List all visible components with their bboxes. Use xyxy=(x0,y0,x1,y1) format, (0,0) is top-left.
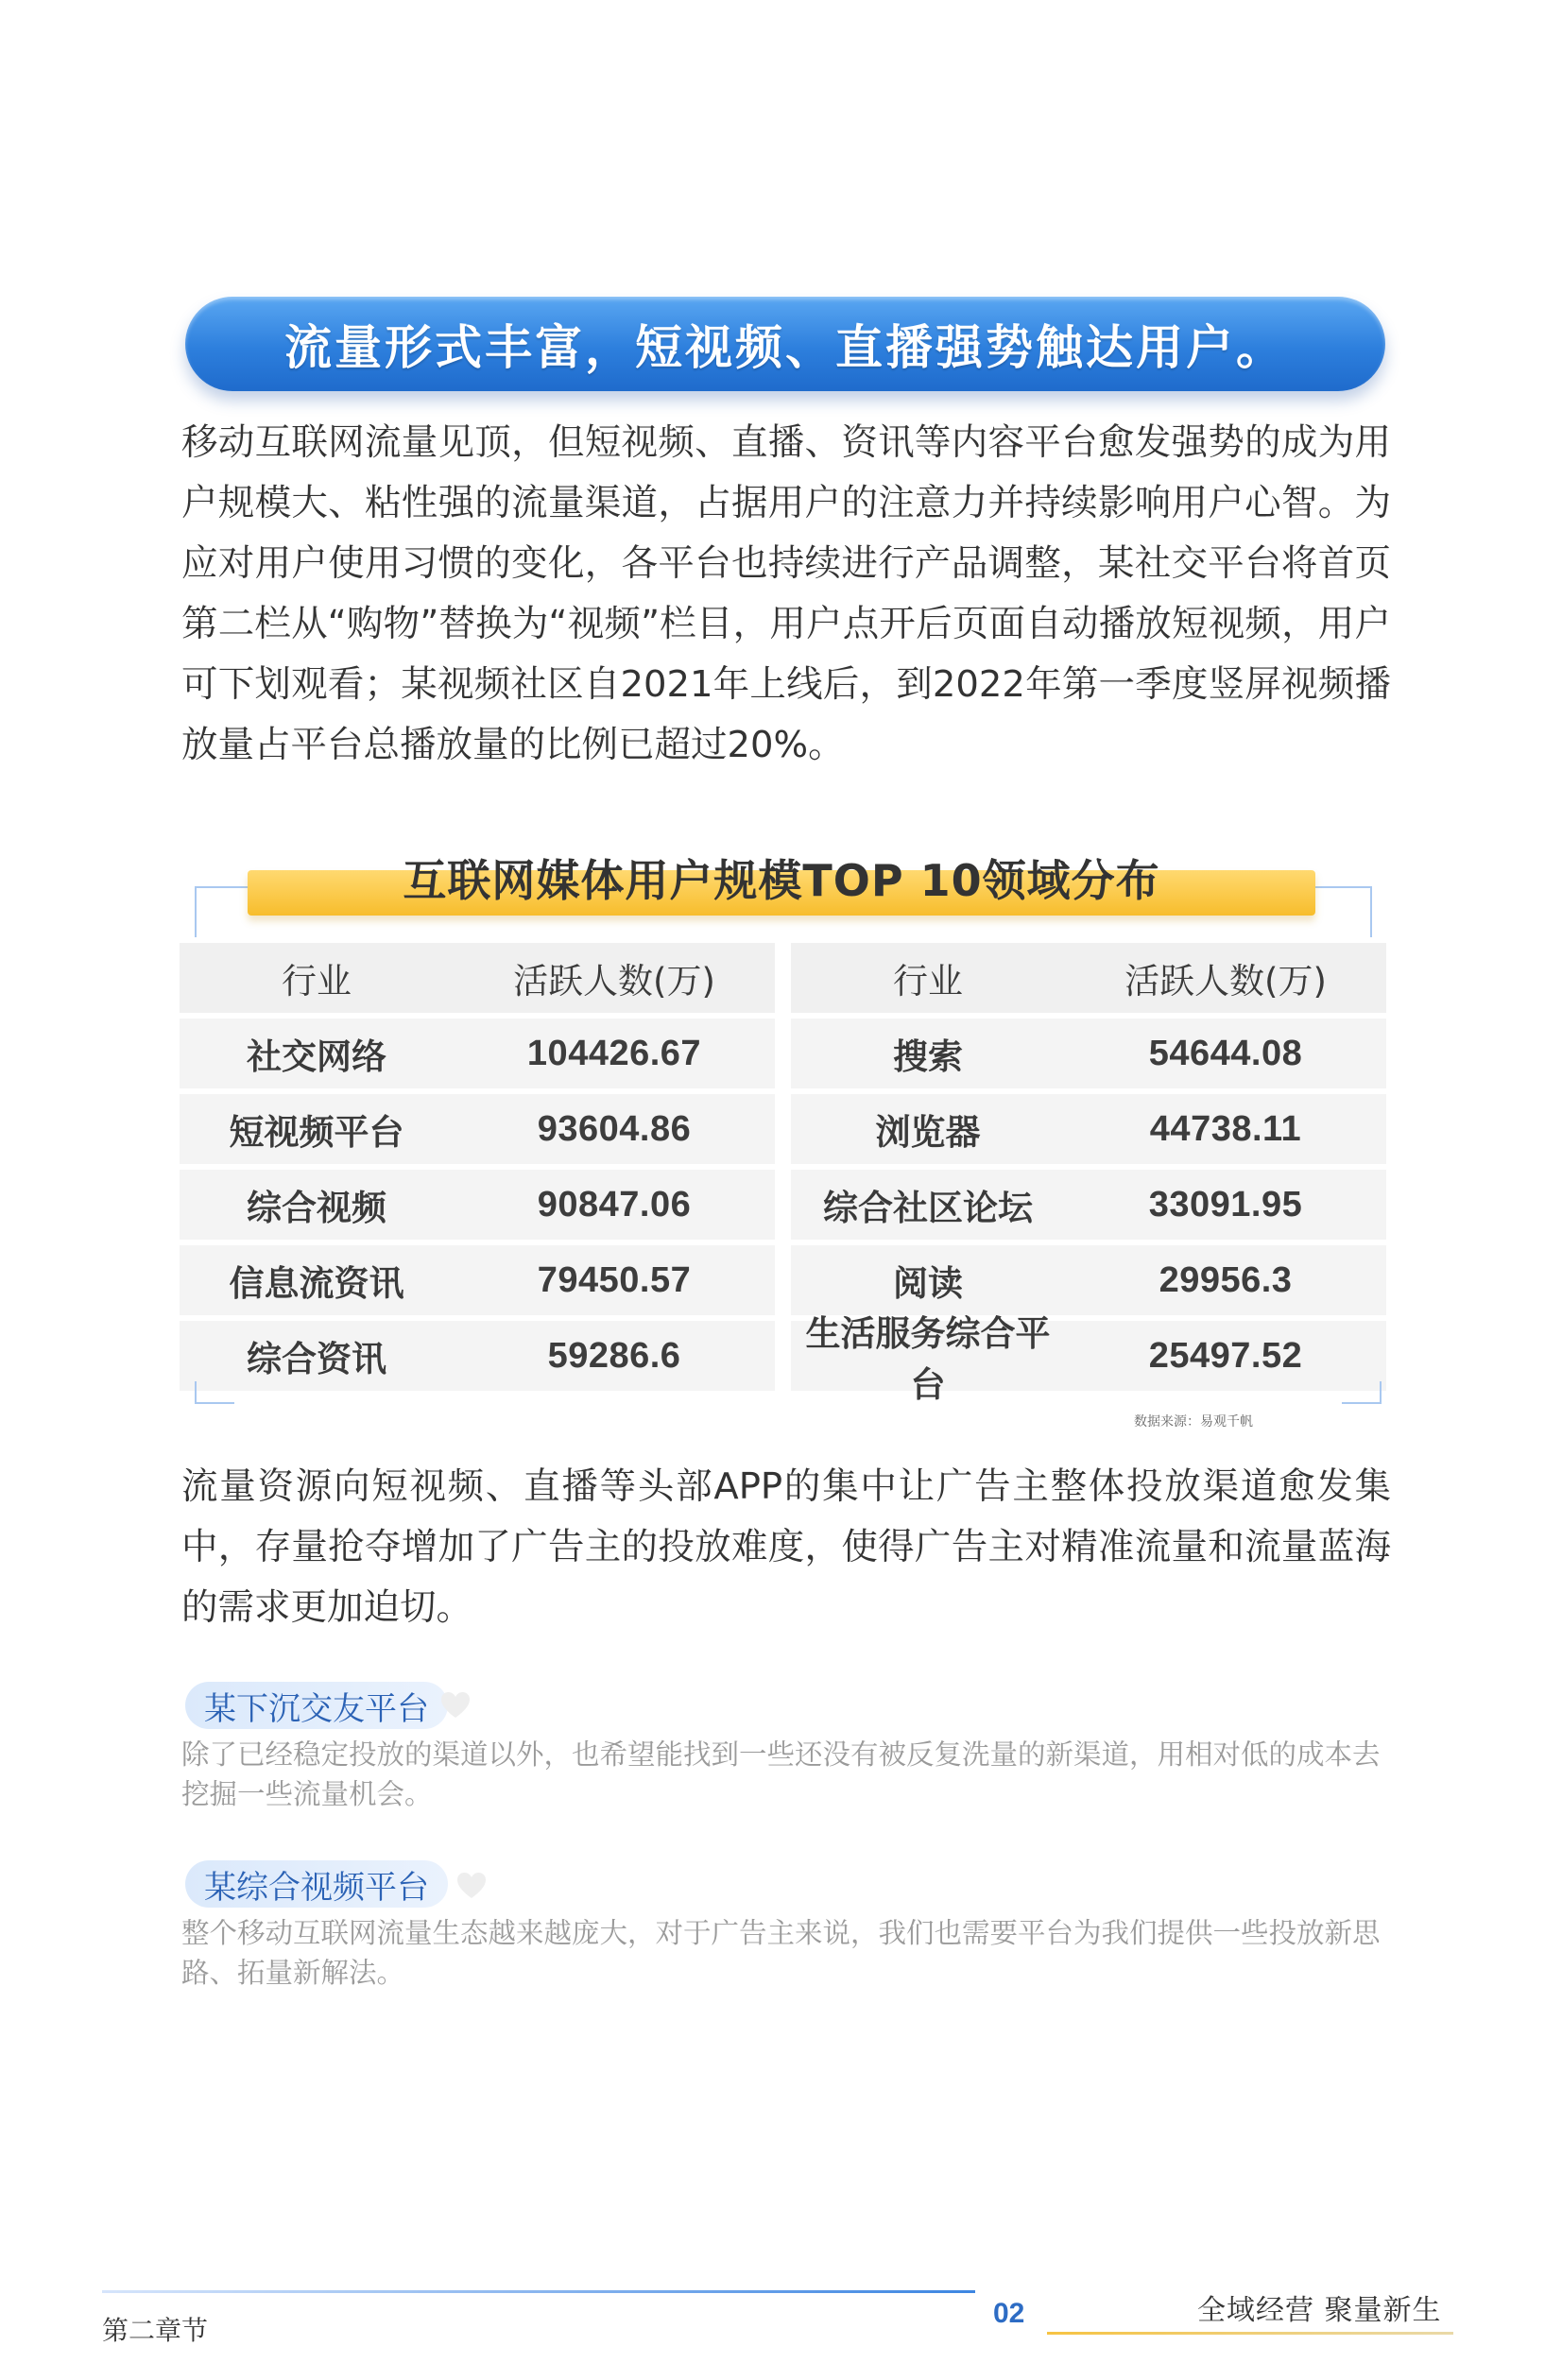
heart-icon xyxy=(439,1689,472,1721)
table-frame-bottom-left xyxy=(195,1381,234,1404)
table-frame-left xyxy=(195,886,253,937)
page-number: 02 xyxy=(993,2298,1025,2329)
users-cell: 90847.06 xyxy=(537,1184,692,1224)
users-cell: 54644.08 xyxy=(1148,1033,1303,1073)
table-title: 互联网媒体用户规模TOP 10领域分布 xyxy=(403,855,1160,906)
heart-icon xyxy=(455,1870,488,1902)
header-users: 活跃人数(万) xyxy=(513,961,715,1002)
table-row xyxy=(180,1094,775,1164)
header-industry: 行业 xyxy=(282,961,352,1002)
table-row xyxy=(180,1170,775,1240)
footer-divider-right xyxy=(1047,2332,1453,2335)
users-cell: 104426.67 xyxy=(526,1033,702,1073)
testimonial-text: 除了已经稳定投放的渠道以外，也希望能找到一些还没有被反复洗量的新渠道，用相对低的成本去挖掘一些流量机会。 xyxy=(181,1738,1381,1810)
users-cell: 59286.6 xyxy=(547,1335,681,1376)
industry-cell: 搜索 xyxy=(893,1036,963,1077)
industry-cell: 综合视频 xyxy=(247,1188,386,1228)
table-frame-right xyxy=(1313,886,1372,937)
industry-cell: 综合社区论坛 xyxy=(823,1188,1033,1228)
section-banner xyxy=(185,297,1385,391)
table-right xyxy=(791,943,1386,1405)
testimonial-tag xyxy=(185,1682,448,1729)
table-left xyxy=(180,943,775,1396)
body-paragraph: 流量资源向短视频、直播等头部APP的集中让广告主整体投放渠道愈发集中，存量抢夺增加了广告主的投放难度，使得广告主对精准流量和流量蓝海的需求更加迫切。 xyxy=(181,1465,1391,1629)
industry-cell: 短视频平台 xyxy=(229,1112,404,1153)
table-row xyxy=(180,1019,775,1088)
intro-paragraph: 移动互联网流量见顶，但短视频、直播、资讯等内容平台愈发强势的成为用户规模大、粘性强的流量渠道，占据用户的注意力并持续影响用户心智。为应对用户使用习惯的变化，各平台也持续进行产品调整，某社交平台将首页第二栏从“购物”替换为“视频”栏目，用户点开后页面自动播放短视频，用户可下划观看；某视频社区自2021年上线后，到2022年第一季度竖屏视频播放量占平台总播放量的比例已超过20%。 xyxy=(181,421,1391,766)
users-cell: 29956.3 xyxy=(1159,1259,1293,1300)
industry-cell: 浏览器 xyxy=(875,1112,981,1153)
industry-cell: 生活服务综合平台 xyxy=(805,1313,1051,1405)
header-industry: 行业 xyxy=(893,961,963,1002)
industry-cell: 信息流资讯 xyxy=(229,1263,404,1304)
table-row xyxy=(791,1019,1386,1088)
users-cell: 93604.86 xyxy=(537,1108,692,1149)
table-frame-bottom-right xyxy=(1342,1381,1382,1404)
users-cell: 44738.11 xyxy=(1149,1108,1302,1149)
table-row xyxy=(791,1313,1386,1405)
testimonial-text: 整个移动互联网流量生态越来越庞大，对于广告主来说，我们也需要平台为我们提供一些投放新思路、拓量新解法。 xyxy=(181,1917,1381,1989)
footer-chapter: 第二章节 xyxy=(102,2315,209,2346)
users-cell: 33091.95 xyxy=(1148,1184,1303,1224)
table-row xyxy=(180,1321,775,1391)
banner-title: 流量形式丰富，短视频、直播强势触达用户。 xyxy=(284,320,1286,375)
testimonial-tag xyxy=(185,1860,448,1908)
footer-divider-left xyxy=(102,2290,975,2293)
industry-cell: 综合资讯 xyxy=(247,1339,386,1379)
footer-slogan: 全域经营 聚量新生 xyxy=(1197,2294,1442,2327)
industry-cell: 阅读 xyxy=(893,1263,963,1304)
table-row xyxy=(791,1094,1386,1164)
data-source: 数据来源：易观千帆 xyxy=(1134,1414,1253,1430)
industry-cell: 社交网络 xyxy=(247,1036,386,1077)
table-row xyxy=(791,1170,1386,1240)
header-users: 活跃人数(万) xyxy=(1124,961,1327,1002)
users-cell: 79450.57 xyxy=(537,1259,692,1300)
users-cell: 25497.52 xyxy=(1148,1335,1303,1376)
table-header-row xyxy=(791,943,1386,1013)
table-header-row xyxy=(180,943,775,1013)
testimonial-tag-label: 某下沉交友平台 xyxy=(204,1689,429,1728)
table-row xyxy=(180,1245,775,1315)
testimonial-tag-label: 某综合视频平台 xyxy=(204,1868,429,1907)
